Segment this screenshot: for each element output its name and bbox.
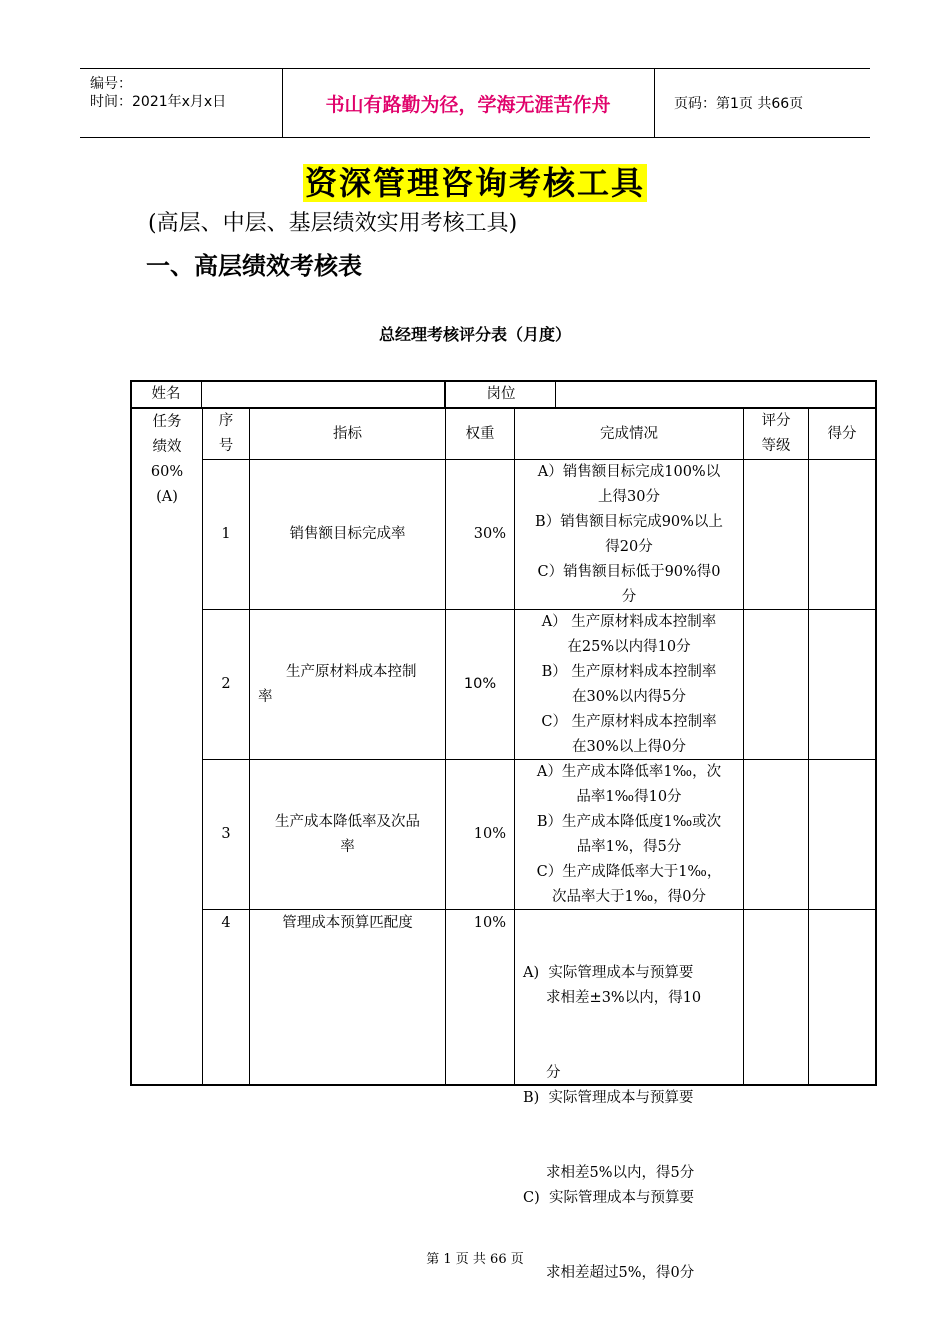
header-weight: 权重 [465, 425, 495, 442]
row-3-seq: 3 [221, 826, 231, 842]
header-score: 得分 [827, 425, 857, 442]
row-1-indicator: 销售额目标完成率 [289, 526, 406, 542]
row-3-weight: 10% [473, 826, 506, 842]
document-title [0, 158, 950, 204]
table-title: 总经理考核评分表（月度） [378, 325, 571, 344]
row-3-score [809, 760, 875, 909]
row-2-weight: 10% [463, 676, 497, 692]
row-3-grade [744, 760, 808, 909]
row-3-criteria: A）生产成本降低率1‰，次 品率1‰得10分 B）生产成本降低度1‰或次 品率1%，得5分 C）生产成降低率大于1‰， 次品率大于1‰，得0分 [536, 764, 722, 905]
row-2-indicator: 生产原材料成本控制 率 [258, 663, 417, 705]
page-footer: 第 1 页 共 66 页 [426, 1252, 524, 1267]
row-4-criteria: A) 实际管理成本与预算要 求相差±3%以内，得10 分 B) 实际管理成本与预算要 求相差5%以内，得5分 C) 实际管理成本与预算要 求相差超过5%，得0分 [523, 965, 702, 1281]
header-motto: 书山有路勤为径，学海无涯苦作舟 [282, 69, 655, 137]
row-4-grade [744, 910, 808, 1084]
row-1-grade [744, 460, 808, 609]
document-title-text: 资深管理咨询考核工具 [304, 164, 645, 202]
row-4-score [809, 910, 875, 1084]
document-subtitle: (高层、中层、基层绩效实用考核工具) [148, 211, 518, 236]
code-label: 编号： [90, 76, 132, 92]
row-2-criteria: A） 生产原材料成本控制率 在25%以内得10分 B） 生产原材料成本控制率 在30%以内得5分 C） 生产原材料成本控制率 在30%以上得0分 [541, 614, 717, 755]
position-label: 岗位 [486, 386, 516, 402]
row-4-indicator: 管理成本预算匹配度 [282, 915, 413, 931]
row-4-seq: 4 [221, 915, 231, 931]
header-indicator: 指标 [333, 425, 362, 442]
header-grade: 评分 等级 [761, 413, 791, 454]
document-header [80, 68, 870, 138]
category-label: 任务 绩效 60% (A) [150, 414, 184, 505]
row-2-grade [744, 610, 808, 759]
row-4-weight: 10% [473, 915, 506, 931]
date-label: 时间：2021年x月x日 [90, 94, 227, 110]
row-2-seq: 2 [221, 676, 231, 692]
row-1-criteria: A）销售额目标完成100%以 上得30分 B）销售额目标完成90%以上 得20分 C）销售额目标低于90%得0 分 [535, 464, 723, 605]
header-completion: 完成情况 [600, 425, 658, 442]
header-seq: 序 号 [218, 413, 234, 454]
name-value [202, 382, 444, 407]
position-value [556, 382, 875, 407]
section-heading: 一、高层绩效考核表 [146, 251, 362, 280]
header-page-info [664, 69, 870, 137]
row-1-seq: 1 [221, 526, 231, 542]
name-label: 姓名 [151, 386, 181, 402]
row-3-indicator: 生产成本降低率及次品 率 [275, 813, 420, 855]
row-1-score [809, 460, 875, 609]
row-2-score [809, 610, 875, 759]
header-meta [80, 69, 283, 137]
row-1-weight: 30% [473, 526, 506, 542]
page-info-text: 页码：第1页 共66页 [674, 96, 804, 112]
